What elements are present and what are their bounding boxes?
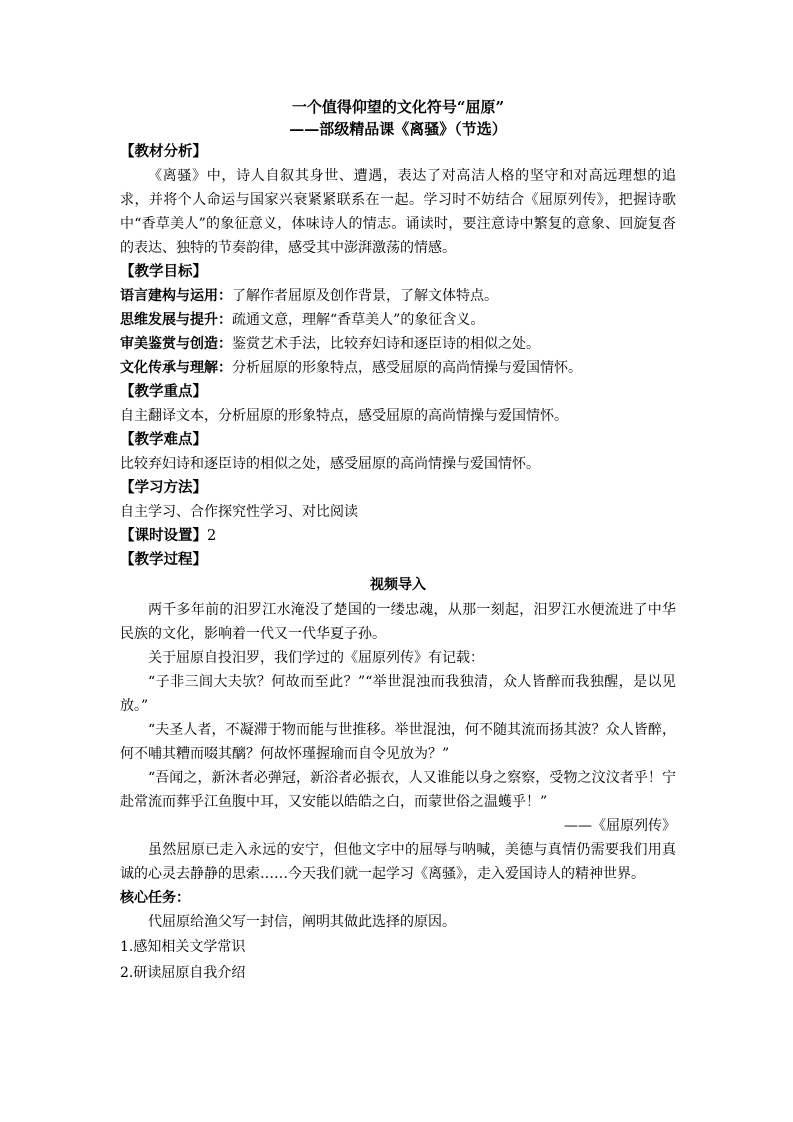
core-task-heading: 核心任务： [120,890,190,906]
analysis-heading: 【教材分析】 [120,144,207,160]
difficulty-text: 比较弃妇诗和逐臣诗的相似之处，感受屈原的高尚情操与爱国情怀。 [120,456,540,472]
hours-value: 2 [207,528,217,544]
goals-heading: 【教学目标】 [120,264,207,280]
goal-text: 了解作者屈原及创作背景，了解文体特点。 [232,288,498,304]
list-item: 2.研读屈原自我介绍 [120,965,246,981]
goal-item [120,356,676,380]
analysis-text: 《离骚》中，诗人自叙其身世、遭遇，表达了对高洁人格的坚守和对高远理想的追求，并将个人命运与国家兴衰紧紧联系在一起。学习时不妨结合《屈原列传》，把握诗歌中“香草美人”的象征意义，体味诗人的情志。诵读时，要注意诗中繁复的意象、回旋复沓的表达、独特的节奏韵律，感受其中澎湃激荡的情感。 [120,168,676,256]
goal-label: 审美鉴赏与创造： [120,336,232,352]
goal-text: 分析屈原的形象特点，感受屈原的高尚情操与爱国情怀。 [232,360,582,376]
difficulty-heading: 【教学难点】 [120,432,207,448]
quote-paragraph: “吾闻之，新沐者必弹冠，新浴者必振衣，人又谁能以身之察察，受物之汶汶者乎！宁赴常流而葬乎江鱼腹中耳，又安能以皓皓之白，而蒙世俗之温蠖乎！” [120,770,676,810]
document-page [120,96,676,986]
hours-heading [120,524,676,548]
goal-text: 疏通文意，理解“香草美人”的象征含义。 [232,312,485,328]
list-item: 1.感知相关文学常识 [120,939,246,955]
goal-item [120,308,676,332]
process-paragraph: 关于屈原自投汨罗，我们学过的《屈原列传》有记载： [148,650,484,666]
goal-text: 鉴赏艺术手法，比较弃妇诗和逐臣诗的相似之处。 [232,336,540,352]
goal-item [120,284,676,308]
process-heading: 【教学过程】 [120,552,207,568]
video-intro-subheading: 视频导入 [370,577,426,593]
document-title [120,96,676,140]
focus-text: 自主翻译文本，分析屈原的形象特点，感受屈原的高尚情操与爱国情怀。 [120,408,568,424]
quote-paragraph: “子非三闾大夫欤？何故而至此？”“举世混浊而我独清，众人皆醉而我独醒，是以见放。” [120,674,676,714]
closing-paragraph: 虽然屈原已走入永远的安宁，但他文字中的屈辱与呐喊，美德与真情仍需要我们用真诚的心灵去静静的思索……今天我们就一起学习《离骚》，走入爱国诗人的精神世界。 [120,842,676,882]
focus-heading: 【教学重点】 [120,384,207,400]
process-paragraph: 两千多年前的汨罗江水淹没了楚国的一缕忠魂，从那一刻起，汨罗江水便流进了中华民族的文化，影响着一代又一代华夏子孙。 [120,602,676,642]
hours-label: 【课时设置】 [120,528,207,544]
quote-paragraph: “夫圣人者，不凝滞于物而能与世推移。举世混浊，何不随其流而扬其波？众人皆醉，何不哺其糟而啜其醨？何故怀瑾握瑜而自令见放为？” [120,722,676,762]
goal-label: 文化传承与理解： [120,360,232,376]
quote-source: ——《屈原列传》 [564,818,676,834]
method-heading: 【学习方法】 [120,480,207,496]
goal-item [120,332,676,356]
core-task-text: 代屈原给渔父写一封信，阐明其做此选择的原因。 [148,914,456,930]
title-main: 一个值得仰望的文化符号“屈原” [291,98,505,116]
goal-label: 思维发展与提升： [120,312,232,328]
goal-label: 语言建构与运用： [120,288,232,304]
method-text: 自主学习、合作探究性学习、对比阅读 [120,504,358,520]
title-subtitle: ——部级精品课《离骚》（节选） [289,120,507,138]
